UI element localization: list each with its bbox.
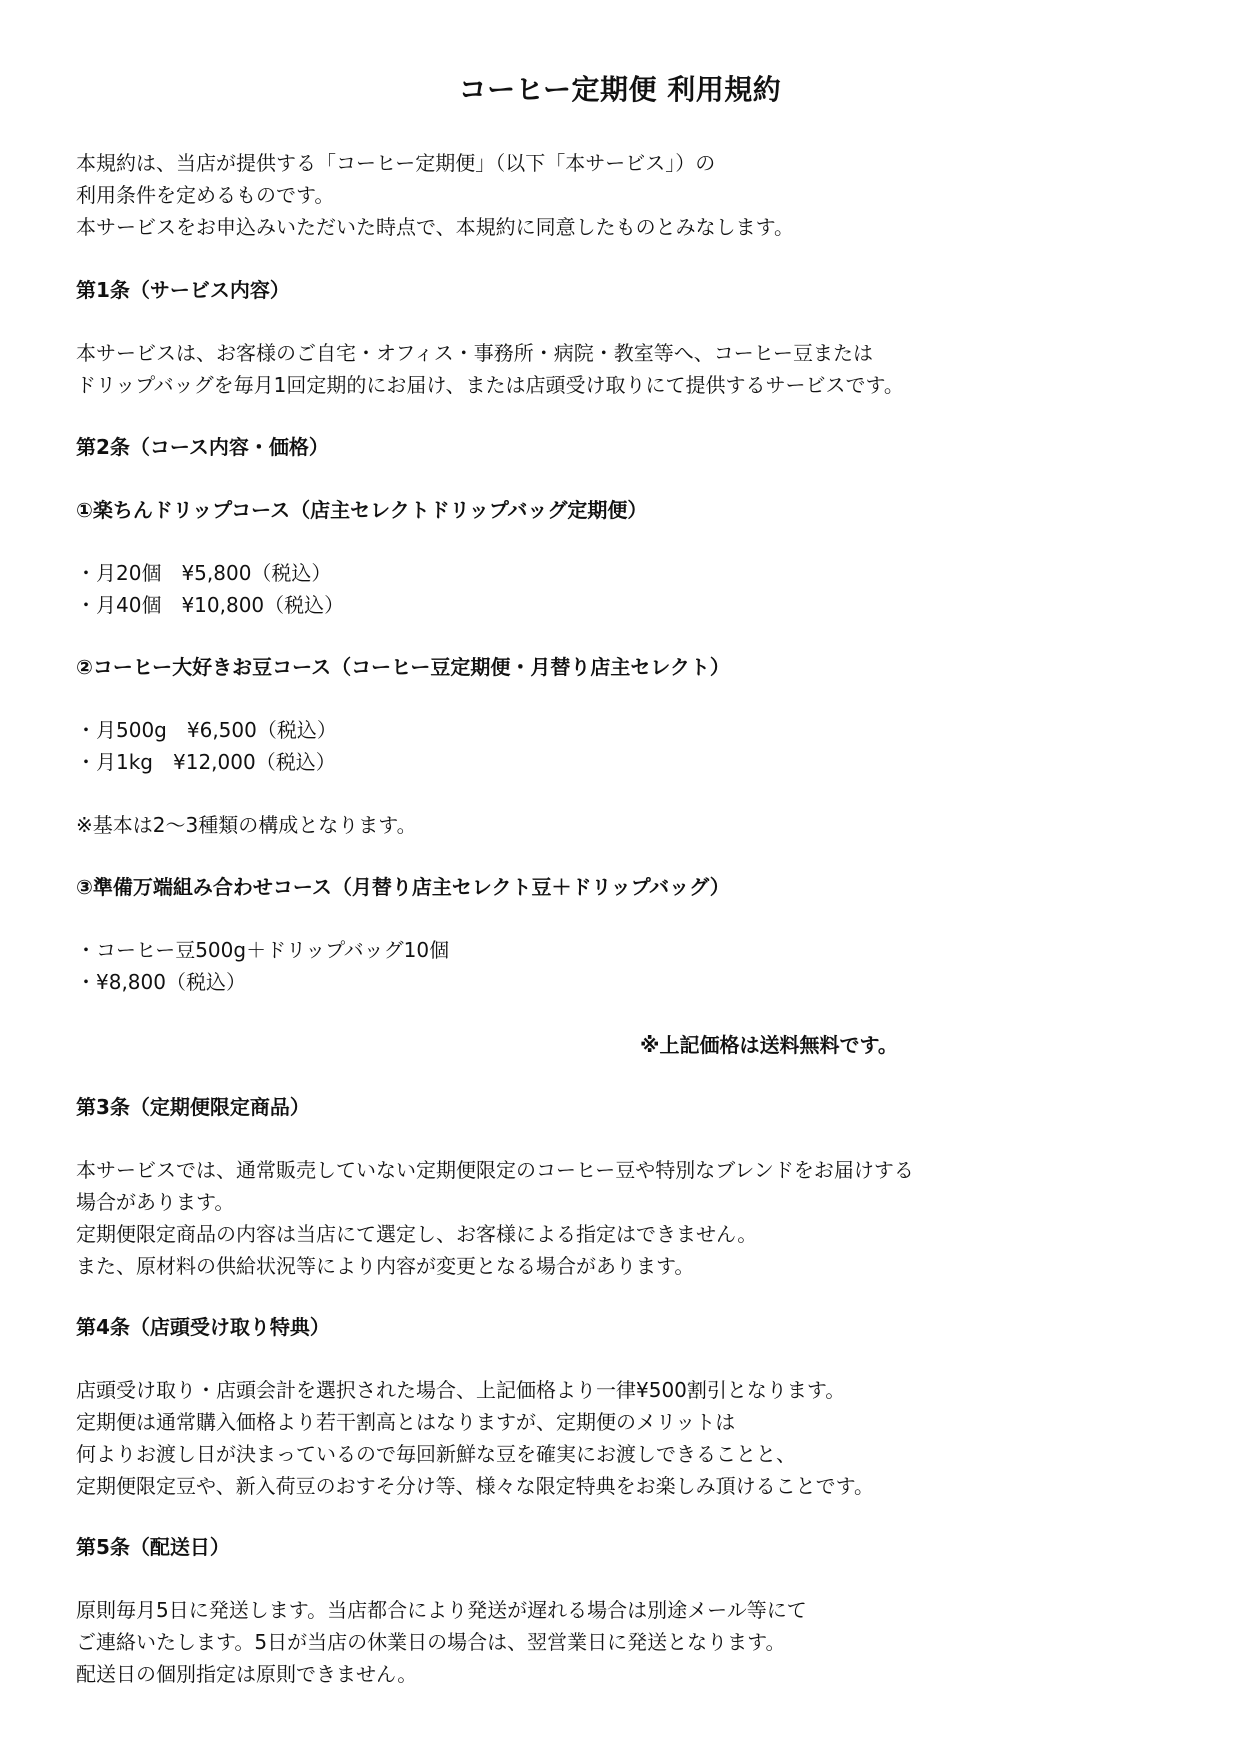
course2-note: ※基本は2〜3種類の構成となります。 xyxy=(76,813,417,837)
article4-line: 定期便は通常購入価格より若干割高とはなりますが、定期便のメリットは xyxy=(76,1410,736,1434)
course1-item: ・月20個 ¥5,800（税込） xyxy=(76,561,332,585)
shipping-note: ※上記価格は送料無料です。 xyxy=(640,1033,898,1057)
document-title: コーヒー定期便 利用規約 xyxy=(458,73,782,106)
article2-heading: 第2条（コース内容・価格） xyxy=(76,435,329,459)
intro-line: 本サービスをお申込みいただいた時点で、本規約に同意したものとみなします。 xyxy=(76,215,794,239)
article3-heading: 第3条（定期便限定商品） xyxy=(76,1095,310,1119)
article5-line: 配送日の個別指定は原則できません。 xyxy=(76,1662,418,1686)
course2-item: ・月1kg ¥12,000（税込） xyxy=(76,750,336,774)
article1-line: ドリップバッグを毎月1回定期的にお届け、または店頭受け取りにて提供するサービスです。 xyxy=(76,373,904,397)
course2-title: ②コーヒー大好きお豆コース（コーヒー豆定期便・月替り店主セレクト） xyxy=(76,655,730,679)
course3-item: ・コーヒー豆500g＋ドリップバッグ10個 xyxy=(76,938,450,962)
course1-item: ・月40個 ¥10,800（税込） xyxy=(76,593,345,617)
intro-line: 利用条件を定めるものです。 xyxy=(76,183,335,207)
course2-item: ・月500g ¥6,500（税込） xyxy=(76,718,337,742)
article4-heading: 第4条（店頭受け取り特典） xyxy=(76,1315,330,1339)
course3-item: ・¥8,800（税込） xyxy=(76,970,246,994)
course3-title: ③準備万端組み合わせコース（月替り店主セレクト豆＋ドリップバッグ） xyxy=(76,875,730,899)
article4-line: 何よりお渡し日が決まっているので毎回新鮮な豆を確実にお渡しできることと、 xyxy=(76,1442,796,1466)
intro-line: 本規約は、当店が提供する「コーヒー定期便」（以下「本サービス」）の xyxy=(76,151,716,175)
article5-line: ご連絡いたします。5日が当店の休業日の場合は、翌営業日に発送となります。 xyxy=(76,1630,786,1654)
article4-line: 店頭受け取り・店頭会計を選択された場合、上記価格より一律¥500割引となります。 xyxy=(76,1378,846,1402)
article3-line: 定期便限定商品の内容は当店にて選定し、お客様による指定はできません。 xyxy=(76,1222,758,1246)
course1-title: ①楽ちんドリップコース（店主セレクトドリップバッグ定期便） xyxy=(76,498,648,522)
article1-line: 本サービスは、お客様のご自宅・オフィス・事務所・病院・教室等へ、コーヒー豆または xyxy=(76,341,873,365)
article3-line: 本サービスでは、通常販売していない定期便限定のコーヒー豆や特別なブレンドをお届けする xyxy=(76,1158,914,1182)
article1-heading: 第1条（サービス内容） xyxy=(76,278,290,302)
article5-heading: 第5条（配送日） xyxy=(76,1535,230,1559)
article3-line: 場合があります。 xyxy=(76,1190,235,1214)
article3-line: また、原材料の供給状況等により内容が変更となる場合があります。 xyxy=(76,1254,695,1278)
article4-line: 定期便限定豆や、新入荷豆のおすそ分け等、様々な限定特典をお楽しみ頂けることです。 xyxy=(76,1474,874,1498)
article5-line: 原則毎月5日に発送します。当店都合により発送が遅れる場合は別途メール等にて xyxy=(76,1598,807,1622)
